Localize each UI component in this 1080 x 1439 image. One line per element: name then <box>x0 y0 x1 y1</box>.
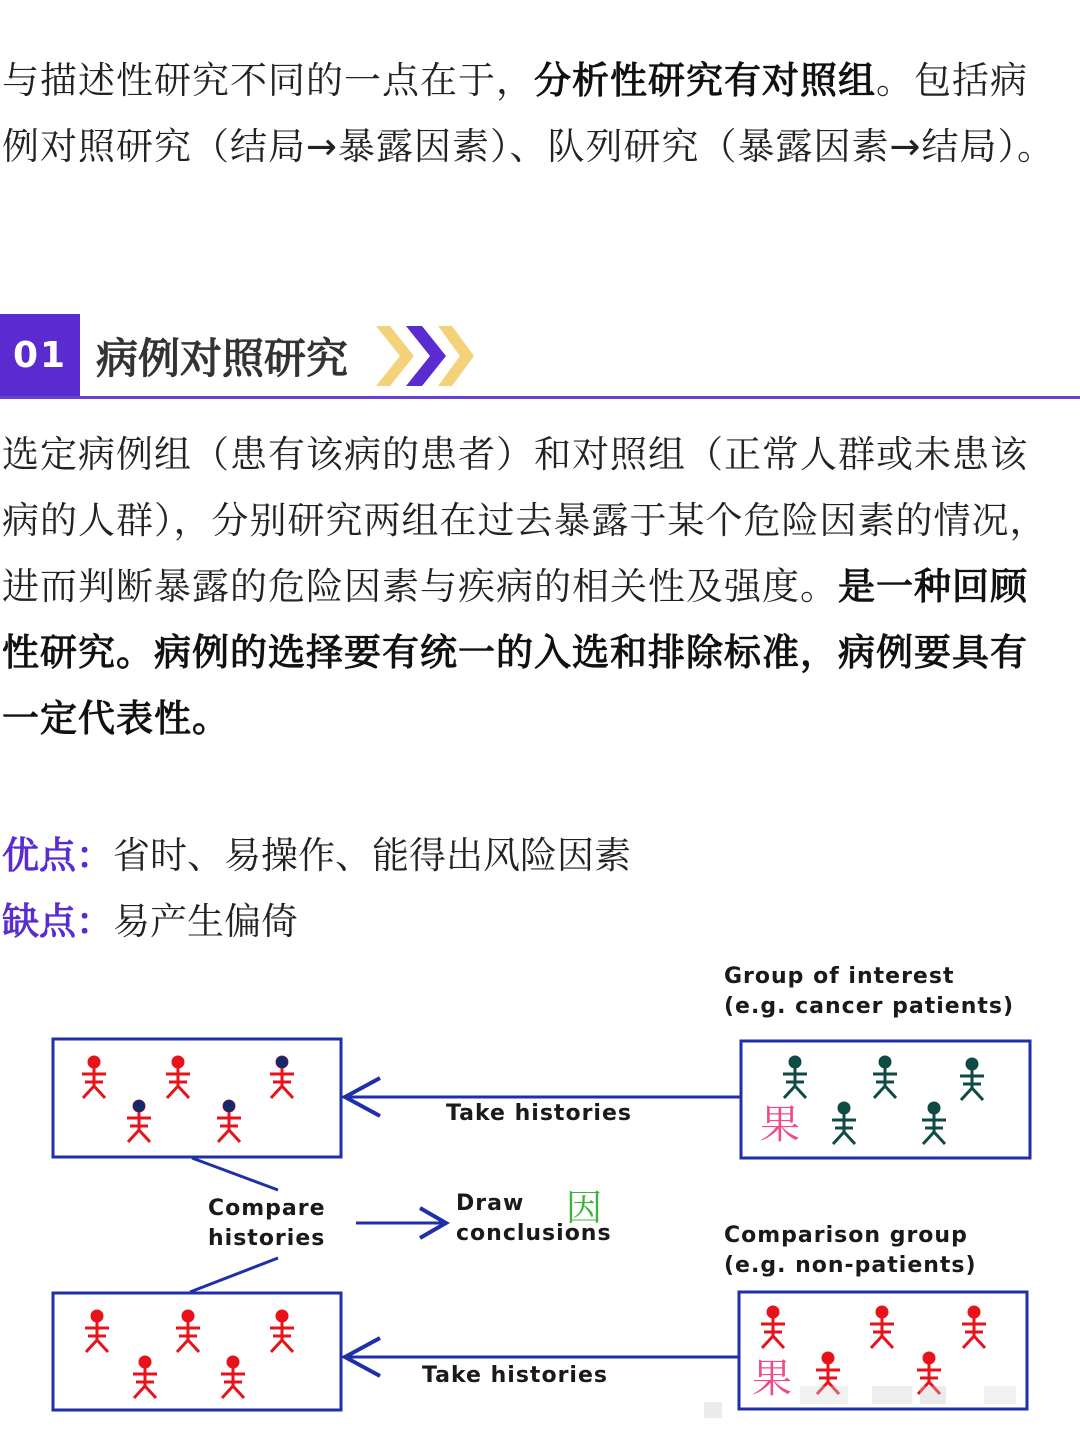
person-icon-red <box>166 1056 190 1098</box>
intro-paragraph <box>2 48 1062 180</box>
watermark <box>704 1386 1016 1418</box>
comparison-label-1: Comparison group <box>724 1223 968 1248</box>
cons-text: 易产生偏倚 <box>113 900 298 943</box>
person-icon-red <box>962 1306 986 1348</box>
person-icon-red <box>221 1356 245 1398</box>
cause-char: 因 <box>566 1188 603 1229</box>
section-title: 病例对照研究 <box>96 334 349 383</box>
person-icon-teal <box>922 1102 946 1144</box>
section-divider <box>0 396 1080 399</box>
person-icon-teal <box>783 1056 807 1098</box>
person-icon-teal <box>960 1058 984 1100</box>
section-header <box>0 314 1080 400</box>
person-head-dark <box>133 1100 145 1112</box>
person-icon-teal <box>832 1102 856 1144</box>
pros-label: 优点： <box>2 834 113 877</box>
compare-label-2: histories <box>208 1226 326 1251</box>
body-text: 选定病例组（患有该病的患者）和对照组（正常人群或未患该病的人群），分别研究两组在过去暴露于某个危险因素的情况，进而判断暴露的危险因素与疾病的相关性及强度。 <box>2 433 1048 608</box>
person-icon-red <box>176 1310 200 1352</box>
person-icon-red <box>85 1310 109 1352</box>
intro-bold: 分析性研究有对照组 <box>534 59 876 102</box>
chevrons-icon <box>376 326 476 386</box>
person-icon-red <box>870 1306 894 1348</box>
pros-text: 省时、易操作、能得出风险因素 <box>113 834 631 877</box>
effect-char-bottom: 果 <box>752 1356 792 1402</box>
effect-char-top: 果 <box>760 1102 800 1148</box>
person-head-dark <box>223 1100 235 1112</box>
cons-label: 缺点： <box>2 900 113 943</box>
take-histories-label-top: Take histories <box>446 1101 632 1126</box>
person-head-dark <box>276 1056 288 1068</box>
body-bold: 是一种回顾性研究。病例的选择要有统一的入选和排除标准，病例要具有一定代表性。 <box>2 565 1028 740</box>
draw-label-2: conclusions <box>456 1221 612 1246</box>
person-icon-red <box>270 1310 294 1352</box>
compare-label-1: Compare <box>208 1196 326 1221</box>
take-histories-label-bottom: Take histories <box>422 1363 608 1388</box>
group-interest-label-2: (e.g. cancer patients) <box>724 994 1015 1019</box>
group-interest-label-1: Group of interest <box>724 964 955 989</box>
cons-line <box>2 892 298 952</box>
compare-connector-bottom <box>190 1258 278 1292</box>
comparison-label-2: (e.g. non-patients) <box>724 1253 977 1278</box>
person-icon-teal <box>873 1056 897 1098</box>
compare-connector-top <box>192 1158 278 1190</box>
pros-line <box>2 826 631 886</box>
intro-text-2: 。包括病例对照研究（结局→暴露因素）、队列研究（暴露因素→结局）。 <box>2 59 1056 168</box>
intro-text-1: 与描述性研究不同的一点在于， <box>2 59 534 102</box>
section-number: 01 <box>0 314 80 396</box>
draw-label-1: Draw <box>456 1191 525 1216</box>
case-control-diagram <box>0 955 1080 1439</box>
person-icon-red <box>761 1306 785 1348</box>
person-icon-red <box>133 1356 157 1398</box>
body-paragraph <box>2 422 1062 752</box>
person-icon-red <box>82 1056 106 1098</box>
